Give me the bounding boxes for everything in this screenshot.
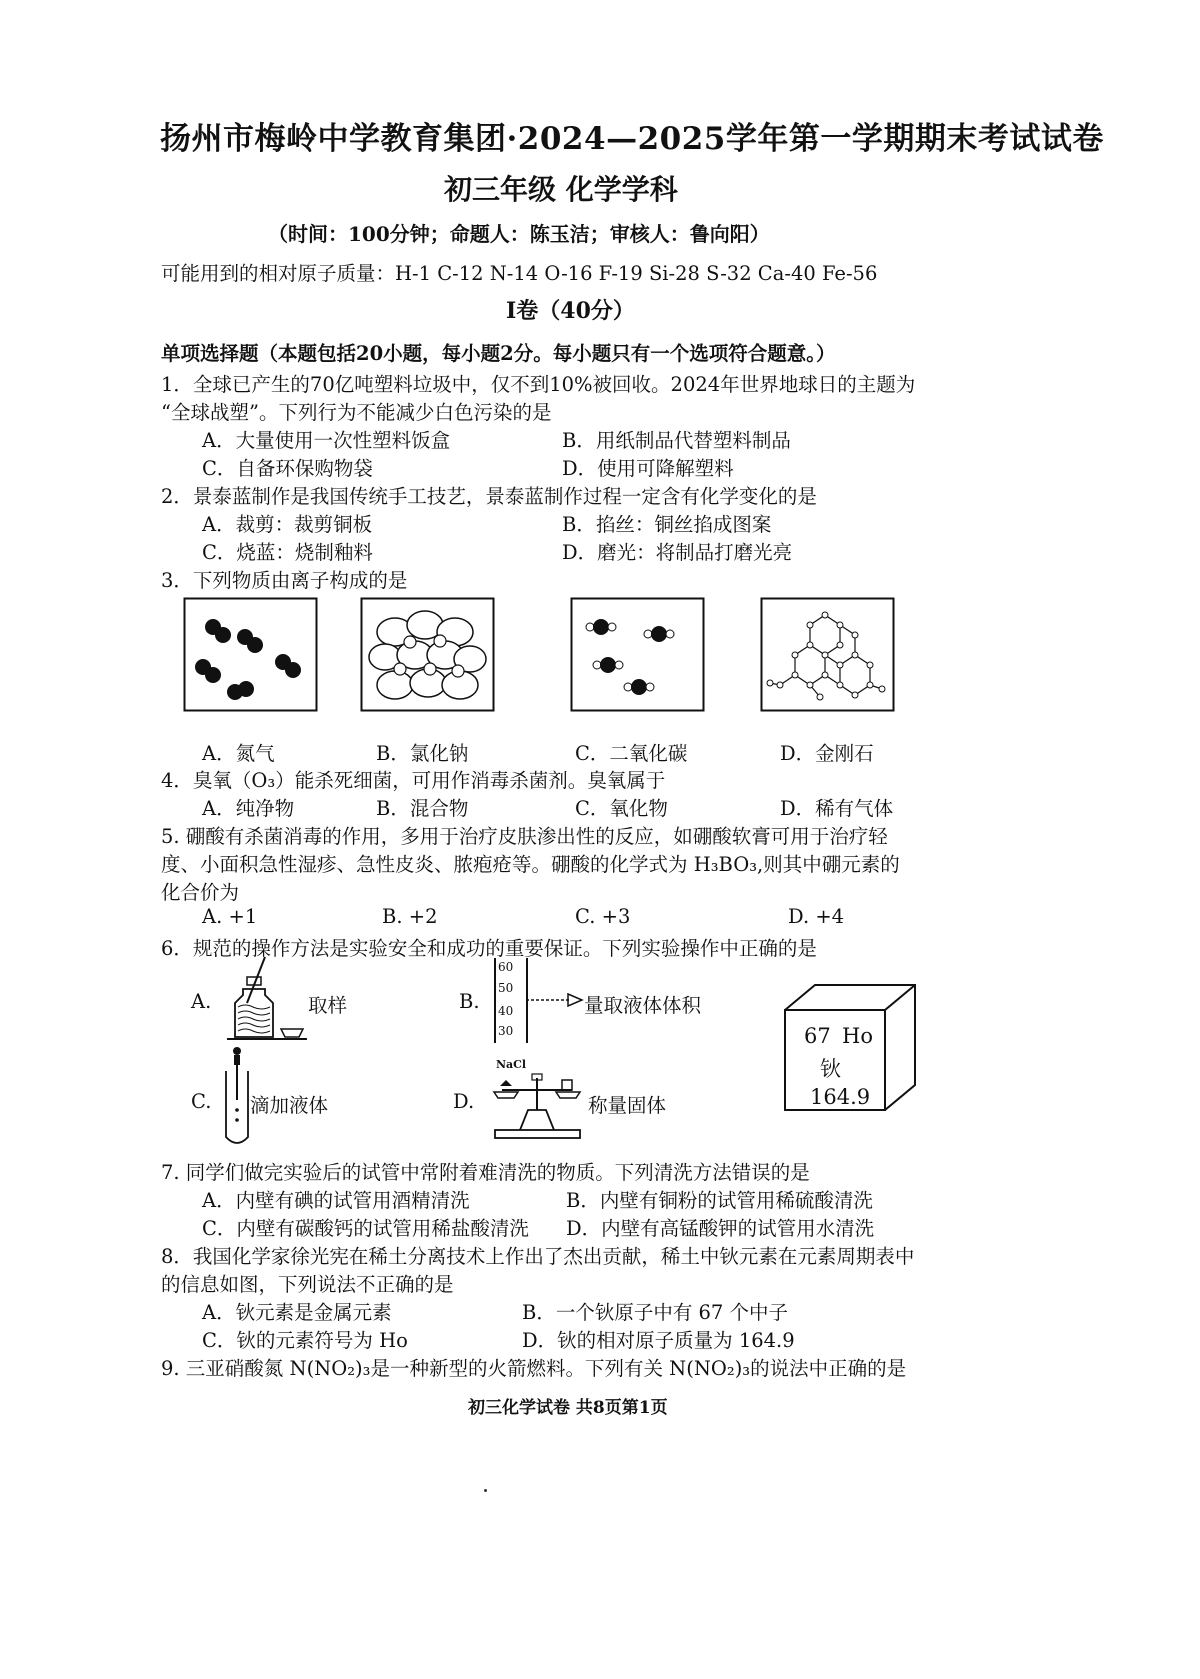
- q2-option-b: B．掐丝：铜丝掐成图案: [562, 513, 772, 536]
- q4-option-a: A．纯净物: [202, 797, 295, 820]
- q2-option-a: A．裁剪：裁剪铜板: [202, 513, 373, 536]
- section-title: Ⅰ卷（40分）: [506, 298, 635, 324]
- q4-option-b: B．混合物: [376, 797, 469, 820]
- holmium-name: 钬: [820, 1057, 841, 1081]
- q3-figure-sodium-chloride: [360, 597, 495, 712]
- q3-stem: 3．下列物质由离子构成的是: [161, 569, 408, 592]
- q3-option-c: C．二氧化碳: [575, 742, 688, 765]
- q6-nacl-label: NaCl: [496, 1058, 527, 1071]
- q8-stem-line2: 的信息如图，下列说法不正确的是: [161, 1273, 454, 1296]
- q7-option-a: A．内壁有碘的试管用酒精清洗: [202, 1189, 470, 1212]
- q3-figure-diamond: [760, 597, 895, 712]
- q6-option-c-text: 滴加液体: [250, 1094, 329, 1117]
- cyl-tick-30: 30: [498, 1024, 514, 1038]
- cyl-tick-60: 60: [498, 960, 514, 974]
- q6-option-b-text: 量取液体体积: [584, 994, 702, 1017]
- holmium-mass: 164.9: [810, 1085, 871, 1109]
- q6-stem: 6．规范的操作方法是实验安全和成功的重要保证。下列实验操作中正确的是: [161, 937, 817, 960]
- q6-option-c-figure: [222, 1045, 252, 1150]
- q1-stem-line1: 1．全球已产生的70亿吨塑料垃圾中，仅不到10%被回收。2024年世界地球日的主题为: [161, 373, 916, 396]
- q1-option-d: D．使用可降解塑料: [562, 457, 734, 480]
- q9-stem: 9. 三亚硝酸氮 N(NO₂)₃是一种新型的火箭燃料。下列有关 N(NO₂)₃的说法中正确的是: [161, 1357, 907, 1380]
- page-footer: 初三化学试卷 共8页第1页: [468, 1398, 668, 1418]
- q6-option-a-figure: [225, 955, 310, 1045]
- instructions: 单项选择题（本题包括20小题，每小题2分。每小题只有一个选项符合题意。）: [161, 342, 836, 365]
- q6-option-b-arrow: [524, 990, 584, 1010]
- q3-figure-carbon-dioxide: [570, 597, 705, 712]
- q2-option-d: D．磨光：将制品打磨光亮: [562, 541, 793, 564]
- q7-option-c: C．内壁有碳酸钙的试管用稀盐酸清洗: [202, 1217, 529, 1240]
- q3-option-d: D．金刚石: [780, 742, 874, 765]
- q5-option-b: B. +2: [382, 905, 438, 928]
- q5-option-d: D. +4: [788, 905, 845, 928]
- cyl-tick-40: 40: [498, 1004, 514, 1018]
- q3-option-a: A．氮气: [202, 742, 275, 765]
- q6-option-c-letter: C.: [191, 1090, 212, 1113]
- footer-dot: [484, 1489, 487, 1492]
- q8-option-d: D．钬的相对原子质量为 164.9: [522, 1329, 795, 1352]
- q6-cylinder: [494, 958, 528, 1043]
- exam-subtitle: 初三年级 化学学科: [444, 173, 678, 206]
- q6-option-d-letter: D.: [453, 1090, 475, 1113]
- q8-stem-line1: 8．我国化学家徐光宪在稀土分离技术上作出了杰出贡献，稀土中钬元素在元素周期表中: [161, 1245, 915, 1268]
- atomic-masses: 可能用到的相对原子质量：H-1 C-12 N-14 O-16 F-19 Si-28 S-32 Ca-40 Fe-56: [161, 262, 878, 285]
- q1-option-b: B．用纸制品代替塑料制品: [562, 429, 791, 452]
- q5-stem-line2: 度、小面积急性湿疹、急性皮炎、脓疱疮等。硼酸的化学式为 H₃BO₃,则其中硼元素的: [161, 853, 900, 876]
- q5-option-c: C. +3: [575, 905, 631, 928]
- q8-option-a: A．钬元素是金属元素: [202, 1301, 392, 1324]
- q5-option-a: A. +1: [202, 905, 258, 928]
- q6-option-d-figure: [490, 1068, 585, 1143]
- q4-stem: 4．臭氧（O₃）能杀死细菌，可用作消毒杀菌剂。臭氧属于: [161, 769, 666, 792]
- exam-meta: （时间：100分钟；命题人：陈玉洁；审核人：鲁向阳）: [268, 222, 770, 246]
- q1-option-a: A．大量使用一次性塑料饭盒: [202, 429, 451, 452]
- q5-stem-line3: 化合价为: [161, 881, 240, 904]
- q1-stem-line2: “全球战塑”。下列行为不能减少白色污染的是: [161, 401, 552, 424]
- q8-option-b: B．一个钬原子中有 67 个中子: [522, 1301, 789, 1324]
- q5-stem-line1: 5. 硼酸有杀菌消毒的作用，多用于治疗皮肤渗出性的反应，如硼酸软膏可用于治疗轻: [161, 825, 888, 848]
- q2-option-c: C．烧蓝：烧制釉料: [202, 541, 373, 564]
- q6-option-a-letter: A.: [191, 990, 212, 1013]
- q6-option-d-text: 称量固体: [588, 1094, 667, 1117]
- q8-option-c: C．钬的元素符号为 Ho: [202, 1329, 408, 1352]
- q4-option-d: D．稀有气体: [780, 797, 894, 820]
- q3-option-b: B．氯化钠: [376, 742, 469, 765]
- q7-option-b: B．内壁有铜粉的试管用稀硫酸清洗: [566, 1189, 873, 1212]
- q7-stem: 7. 同学们做完实验后的试管中常附着难清洗的物质。下列清洗方法错误的是: [161, 1161, 810, 1184]
- q2-stem: 2．景泰蓝制作是我国传统手工技艺，景泰蓝制作过程一定含有化学变化的是: [161, 485, 817, 508]
- q4-option-c: C．氧化物: [575, 797, 668, 820]
- holmium-symbol: Ho: [842, 1024, 873, 1048]
- q6-option-a-text: 取样: [308, 994, 348, 1017]
- q3-figure-nitrogen: [183, 597, 318, 712]
- q7-option-d: D．内壁有高锰酸钾的试管用水清洗: [566, 1217, 875, 1240]
- cyl-tick-50: 50: [498, 981, 514, 995]
- q6-option-b-letter: B.: [459, 990, 480, 1013]
- holmium-number: 67: [804, 1024, 831, 1048]
- exam-title: 扬州市梅岭中学教育集团·2024—2025学年第一学期期末考试试卷: [160, 121, 1104, 157]
- q1-option-c: C．自备环保购物袋: [202, 457, 373, 480]
